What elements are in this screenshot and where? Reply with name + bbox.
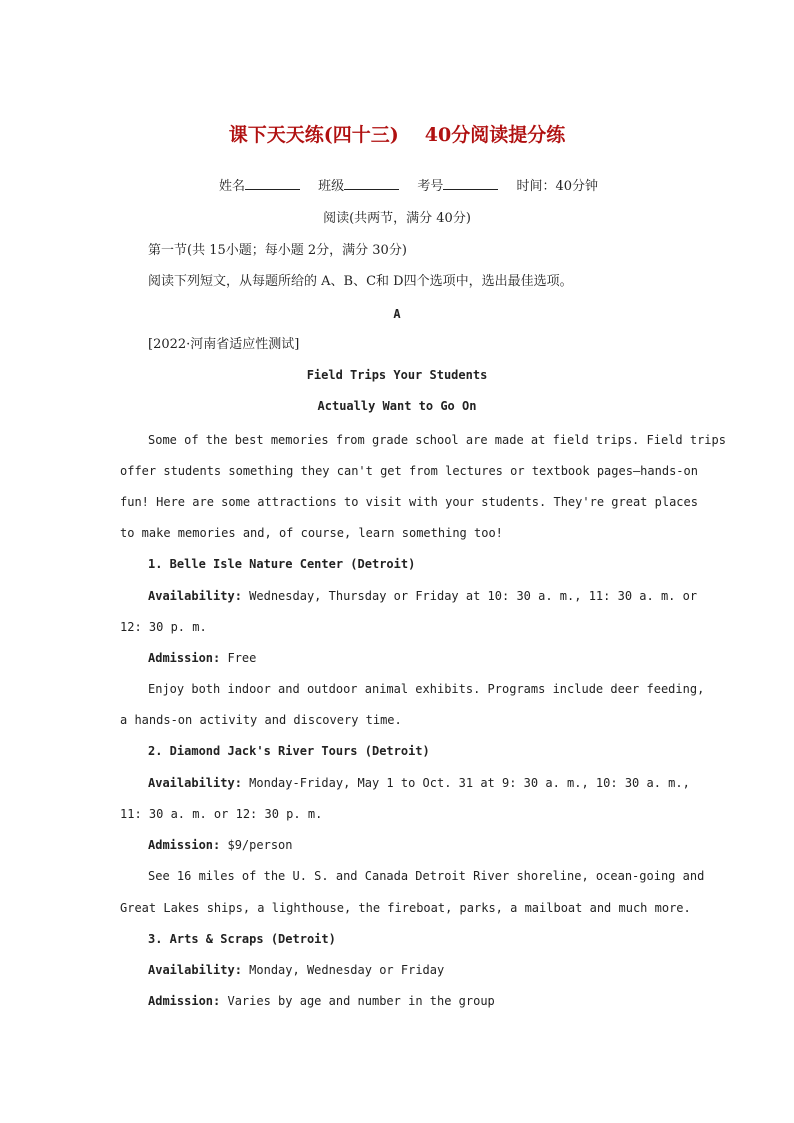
intro-line: to make memories and, of course, learn something too!: [120, 526, 503, 540]
article-title-line-1: Field Trips Your Students: [306, 368, 488, 382]
admission-value: Varies by age and number in the group: [220, 994, 495, 1008]
name-blank[interactable]: [245, 178, 300, 190]
time-label: 时间：40分钟: [516, 179, 599, 194]
class-blank[interactable]: [344, 178, 399, 190]
article-title-line-2: Actually Want to Go On: [317, 399, 477, 413]
description-line: See 16 miles of the U. S. and Canada Detroit River shoreline, ocean-going and: [148, 869, 705, 883]
intro-line: fun! Here are some attractions to visit with your students. They're great places: [120, 495, 698, 509]
availability-label: Availability:: [148, 963, 242, 977]
admission-label: Admission:: [148, 651, 221, 665]
class-label: 班级: [318, 179, 345, 194]
admission-value: $9/person: [220, 838, 293, 852]
description-line: a hands-on activity and discovery time.: [120, 713, 402, 727]
title-sub: 40分阅读提分练: [424, 124, 566, 146]
availability-label: Availability:: [148, 589, 242, 603]
admission-line: [148, 992, 495, 1010]
availability-label: Availability:: [148, 776, 242, 790]
attraction-heading: 3. Arts & Scraps (Detroit): [148, 932, 336, 946]
page-title: [0, 120, 794, 147]
admission-line: [148, 836, 293, 854]
availability-value: Monday-Friday, May 1 to Oct. 31 at 9: 30 a. m., 10: 30 a. m.,: [241, 776, 690, 790]
admission-line: [148, 649, 256, 667]
availability-line: [148, 961, 444, 979]
name-label: 姓名: [219, 179, 246, 194]
student-info-row: [219, 178, 598, 196]
availability-line: [148, 774, 690, 792]
source-label: [2022·河南省适应性测试]: [148, 337, 300, 352]
availability-line: [148, 587, 697, 605]
admission-label: Admission:: [148, 838, 221, 852]
description-line: Enjoy both indoor and outdoor animal exhibits. Programs include deer feeding,: [148, 682, 705, 696]
reading-section-label: 阅读(共两节，满分 40分): [323, 211, 471, 226]
title-main: 课下天天练(四十三): [228, 124, 399, 146]
exam-number-blank[interactable]: [443, 178, 498, 190]
attraction-heading: 1. Belle Isle Nature Center (Detroit): [148, 557, 416, 571]
availability-continuation: 12: 30 p. m.: [120, 620, 207, 634]
exam-number-label: 考号: [417, 179, 444, 194]
admission-label: Admission:: [148, 994, 221, 1008]
instruction-text: 阅读下列短文，从每题所给的 A、B、C和 D四个选项中，选出最佳选项。: [148, 274, 573, 289]
availability-value: Monday, Wednesday or Friday: [241, 963, 445, 977]
intro-line: Some of the best memories from grade school are made at field trips. Field trips: [148, 433, 726, 447]
description-line: Great Lakes ships, a lighthouse, the fireboat, parks, a mailboat and much more.: [120, 901, 691, 915]
passage-letter: A: [393, 307, 401, 321]
part-one-label: 第一节(共 15小题；每小题 2分，满分 30分): [148, 243, 407, 258]
availability-value: Wednesday, Thursday or Friday at 10: 30 a. m., 11: 30 a. m. or: [241, 589, 698, 603]
intro-line: offer students something they can't get from lectures or textbook pages—hands-on: [120, 464, 698, 478]
availability-continuation: 11: 30 a. m. or 12: 30 p. m.: [120, 807, 323, 821]
attraction-heading: 2. Diamond Jack's River Tours (Detroit): [148, 744, 430, 758]
admission-value: Free: [220, 651, 257, 665]
